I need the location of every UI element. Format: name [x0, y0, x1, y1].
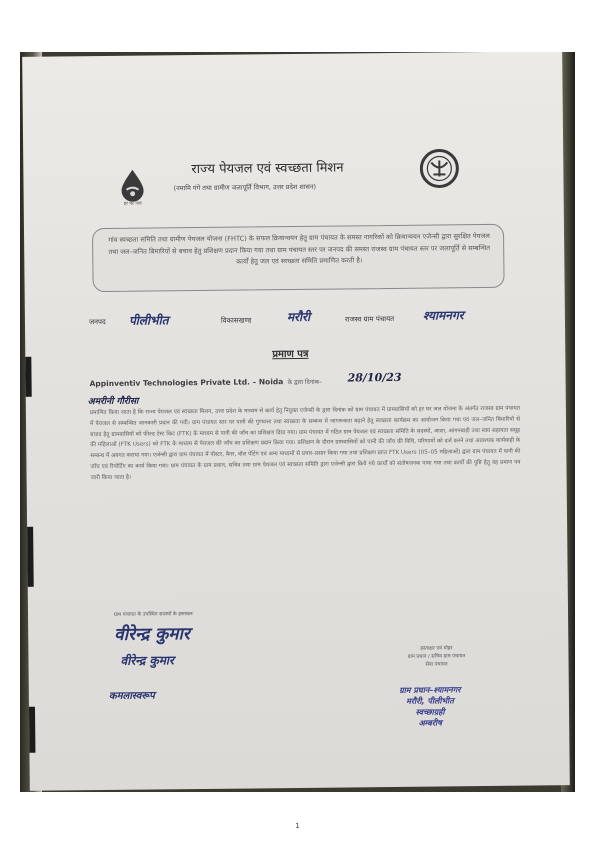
instruction-box	[92, 224, 505, 292]
signature-3: कमलास्वरूप	[108, 690, 155, 702]
company-name: Appinventiv Technologies Private Ltd. – Noida	[89, 377, 284, 389]
district-value: पीलीभीत	[128, 313, 169, 328]
footer-note: ग्राम पंचायत के उपस्थित सदस्यों के हस्ताक्षर	[113, 611, 193, 618]
mission-title: राज्य पेयजल एवं स्वच्छता मिशन	[191, 160, 344, 178]
official-stamp-text: हस्ताक्षर एवं मोहर ग्राम प्रधान / सचिव ग्राम पंचायत सेवा पंचायत	[407, 645, 466, 668]
village-handwritten: अमरीनी गौरीसा	[87, 396, 139, 408]
date-value: 28/10/23	[347, 370, 402, 385]
water-drop-logo-icon	[115, 168, 149, 202]
district-label: जनपद	[88, 317, 106, 327]
date-label: के द्वारा दिनांक–	[287, 378, 323, 387]
page-number: 1	[295, 822, 300, 830]
certificate-body: प्रमाणित किया जाता है कि राज्य पेयजल एवं स्वच्छता मिशन, उत्तर प्रदेश के माध्यम से कार्य हेतु नियुक्त एजेन्सी के द्वारा दिनांक को ग्राम पंचायत में ग्रामवासियों को हर घर जल योजना के अंतर्गत राजस्व ग्राम पंचायत में पेयजल से सम्बन्धित जानकारी प्रदान की गयी। ग्राम पंचायत स्तर पर पानी की गुणवत्ता तथा स्वच्छता के सम्बन्ध में जागरूकता बढ़ाने हेतु स्वच्छता कार्यक्रम का आयोजन किया गया एवं जल–जनित बिमारियों से बचाव हेतु ग्रामवासियों को फील्ड टेस्ट किट (FTK) के माध्यम से पानी की जाँच का प्रशिक्षण दिया गया। ग्राम पंचायत में गठित ग्राम पेयजल एवं स्वच्छता समिति के सदस्यों, आशा, आंगनबाड़ी तथा स्वयं सहायता समूह की महिलाओं (FTK Users) को FTK के माध्यम से पेयजल की जाँच का प्रशिक्षण प्रदान किया गया। प्रशिक्षण के दौरान ग्रामवासियों को पानी की जाँच की विधि, परिणामों को दर्ज करने तथा आवश्यक कार्यवाही के सम्बन्ध में अवगत कराया गया। एजेन्सी द्वारा ग्राम पंचायत में पोस्टर, बैनर, वॉल पेंटिंग एवं अन्य माध्यमों से प्रचार–प्रसार किया गया तथा प्रशिक्षण प्राप्त FTK Users (05–05 महिलाओं) द्वारा ग्राम पंचायत में पानी की जाँच एवं रिपोर्टिंग का कार्य किया गया। ग्राम पंचायत के ग्राम प्रधान, सचिव तथा ग्राम पेयजल एवं स्वच्छता समिति द्वारा एजेन्सी द्वारा किये गये कार्यों को संतोषजनक पाया गया तथा कार्यों की पुष्टि हेतु यह प्रमाण पत्र जारी किया जाता है।	[89, 405, 521, 481]
binder-mark	[27, 527, 34, 587]
signature-1: वीरेन्द्र कुमार	[114, 624, 190, 645]
instruction-text: गांव स्वच्छता समिति तथा ग्रामीण पेयजल योजना (FHTC) के सफल क्रियान्वयन हेतु ग्राम पंचायत के समस्त नागरिकों को क्रियान्वयन एजेन्सी द्वारा सुरक्षित पेयजल तथा जल–जनित बिमारियों से बचाव हेतु प्रशिक्षण प्रदान किया गया तथा ग्राम पंचायत स्तर पर जनपद की समस्त राजस्व ग्राम पंचायत स्तर पर जलापूर्ति से सम्बन्धित कार्यों हेतु जल एवं स्वच्छता समिति प्रमाणित करती है।	[108, 231, 491, 266]
logo-caption: हर घर जल	[123, 201, 142, 207]
village-value: श्यामनगर	[422, 308, 464, 323]
certificate-title: प्रमाण पत्र	[272, 348, 309, 361]
document-photo	[20, 52, 575, 792]
mission-subtitle: (नमामि गंगे तथा ग्रामीण जलापूर्ति विभाग, उत्तर प्रदेश शासन)	[173, 182, 317, 193]
blue-ink-stamp: ग्राम प्रधान–श्यामनगर मरौरी, पीलीभीत स्वच्छाग्रही अम्बरीष	[399, 685, 461, 728]
block-label: विकासखण्ड	[220, 316, 252, 325]
signature-2: वीरेन्द्र कुमार	[120, 653, 174, 668]
binder-mark	[25, 357, 31, 397]
village-label: राजस्व ग्राम पंचायत	[344, 314, 395, 324]
block-value: मरौरी	[286, 309, 311, 325]
up-state-emblem-icon	[419, 148, 459, 188]
paper-sheet	[22, 52, 570, 791]
binder-mark	[29, 707, 35, 753]
